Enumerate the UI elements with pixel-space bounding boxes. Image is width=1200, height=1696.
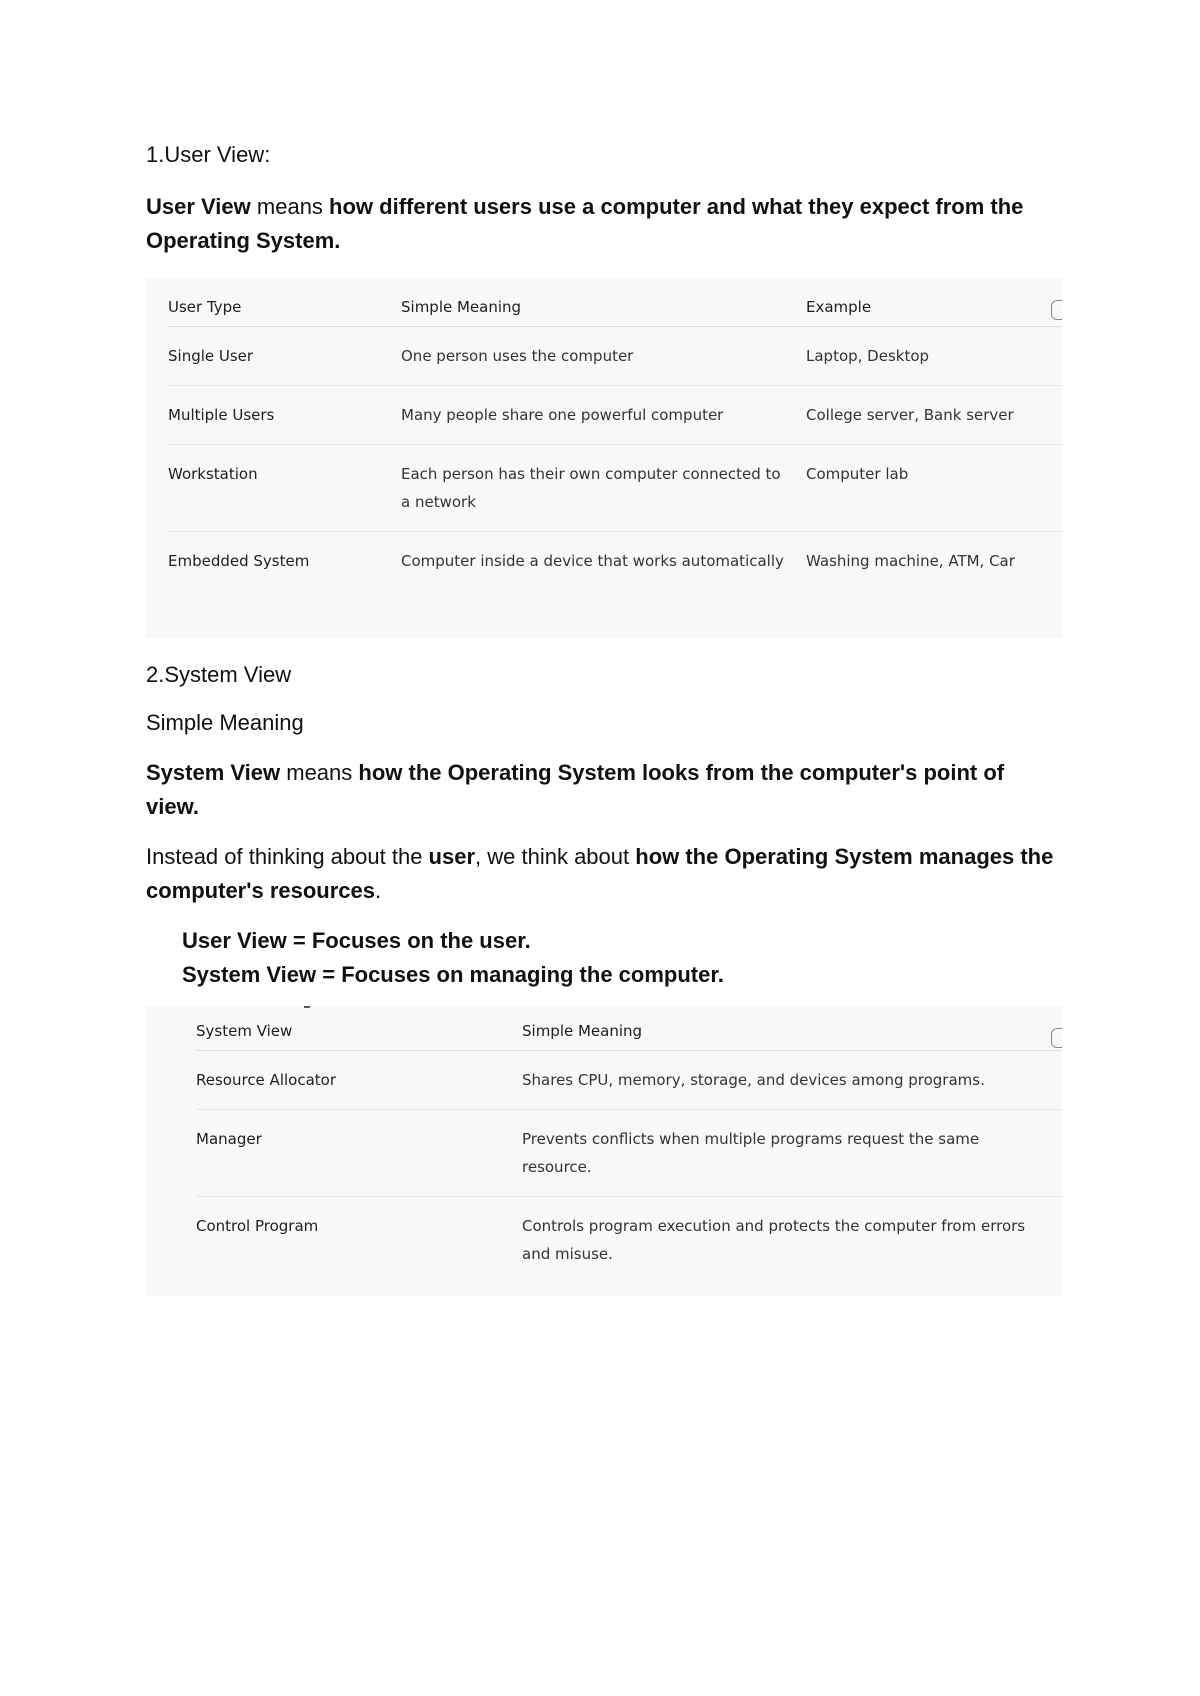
table-row	[168, 532, 1062, 591]
system-view-definition	[146, 756, 1062, 824]
table-cell: Controls program execution and protects the computer from errors and misuse.	[522, 1197, 1062, 1297]
table-cell: Control Program	[196, 1197, 522, 1297]
table-cell: Single User	[168, 327, 401, 386]
table-cell: Multiple Users	[168, 386, 401, 445]
table-row	[196, 1051, 1062, 1110]
table-cell: Computer lab	[806, 445, 1062, 532]
table-cell: One person uses the computer	[401, 327, 806, 386]
intro-definition: how different users use a computer and what they expect from the Operating System.	[146, 194, 1024, 253]
copy-icon	[1051, 1028, 1062, 1048]
col-header-simple-meaning: Simple Meaning	[522, 1006, 1062, 1051]
user-view-table	[168, 282, 1062, 590]
table-row	[196, 1197, 1062, 1297]
instead-bold-2: how the Operating System manages the computer's resources	[146, 844, 1054, 903]
comparison-line-user: User View = Focuses on the user.	[182, 928, 531, 953]
table-row	[168, 327, 1062, 386]
system-view-table-image	[146, 1006, 1062, 1296]
user-view-term: User View	[146, 194, 251, 219]
table-cell: Each person has their own computer connected to a network	[401, 445, 806, 532]
instead-text-2: , we think about	[475, 844, 636, 869]
table-row	[196, 1110, 1062, 1197]
instead-text-3: .	[375, 878, 382, 903]
system-view-term: System View	[146, 760, 281, 785]
copy-icon	[1051, 300, 1062, 320]
document-page	[146, 140, 1062, 1296]
view-comparison	[182, 924, 1062, 992]
table-cell: Resource Allocator	[196, 1051, 522, 1110]
stray-mark	[304, 1006, 310, 1008]
table-cell: Manager	[196, 1110, 522, 1197]
table-header-row	[196, 1006, 1062, 1051]
instead-text-1: Instead of thinking about the	[146, 844, 429, 869]
table-row	[168, 445, 1062, 532]
col-header-simple-meaning: Simple Meaning	[401, 282, 806, 327]
user-view-table-image	[146, 278, 1062, 638]
table-row	[168, 386, 1062, 445]
table-cell: Prevents conflicts when multiple programs request the same resource.	[522, 1110, 1062, 1197]
section2-subheading: Simple Meaning	[146, 710, 304, 735]
col-header-example: Example	[806, 282, 1062, 327]
table-cell: Shares CPU, memory, storage, and devices among programs.	[522, 1051, 1062, 1110]
def-text: how the Operating System looks from the computer's point of view.	[146, 760, 1005, 819]
section1-heading: 1.User View:	[146, 142, 271, 167]
section1-intro	[146, 190, 1062, 258]
system-view-table	[196, 1006, 1062, 1296]
table-cell: Computer inside a device that works automatically	[401, 552, 784, 570]
instead-paragraph	[146, 840, 1062, 908]
table-cell: Washing machine, ATM, Car	[806, 552, 1015, 570]
def-connector: means	[280, 760, 359, 785]
intro-connector: means	[250, 194, 330, 219]
section2-heading: 2.System View	[146, 662, 292, 687]
col-header-system-view: System View	[196, 1006, 522, 1051]
table-cell: Embedded System	[168, 552, 310, 570]
table-cell: College server, Bank server	[806, 386, 1062, 445]
col-header-user-type: User Type	[168, 282, 401, 327]
table-cell: Laptop, Desktop	[806, 327, 1062, 386]
table-header-row	[168, 282, 1062, 327]
table-cell: Many people share one powerful computer	[401, 386, 806, 445]
instead-bold-1: user	[428, 844, 476, 869]
table-cell: Workstation	[168, 445, 401, 532]
comparison-line-system: System View = Focuses on managing the computer.	[182, 962, 724, 987]
